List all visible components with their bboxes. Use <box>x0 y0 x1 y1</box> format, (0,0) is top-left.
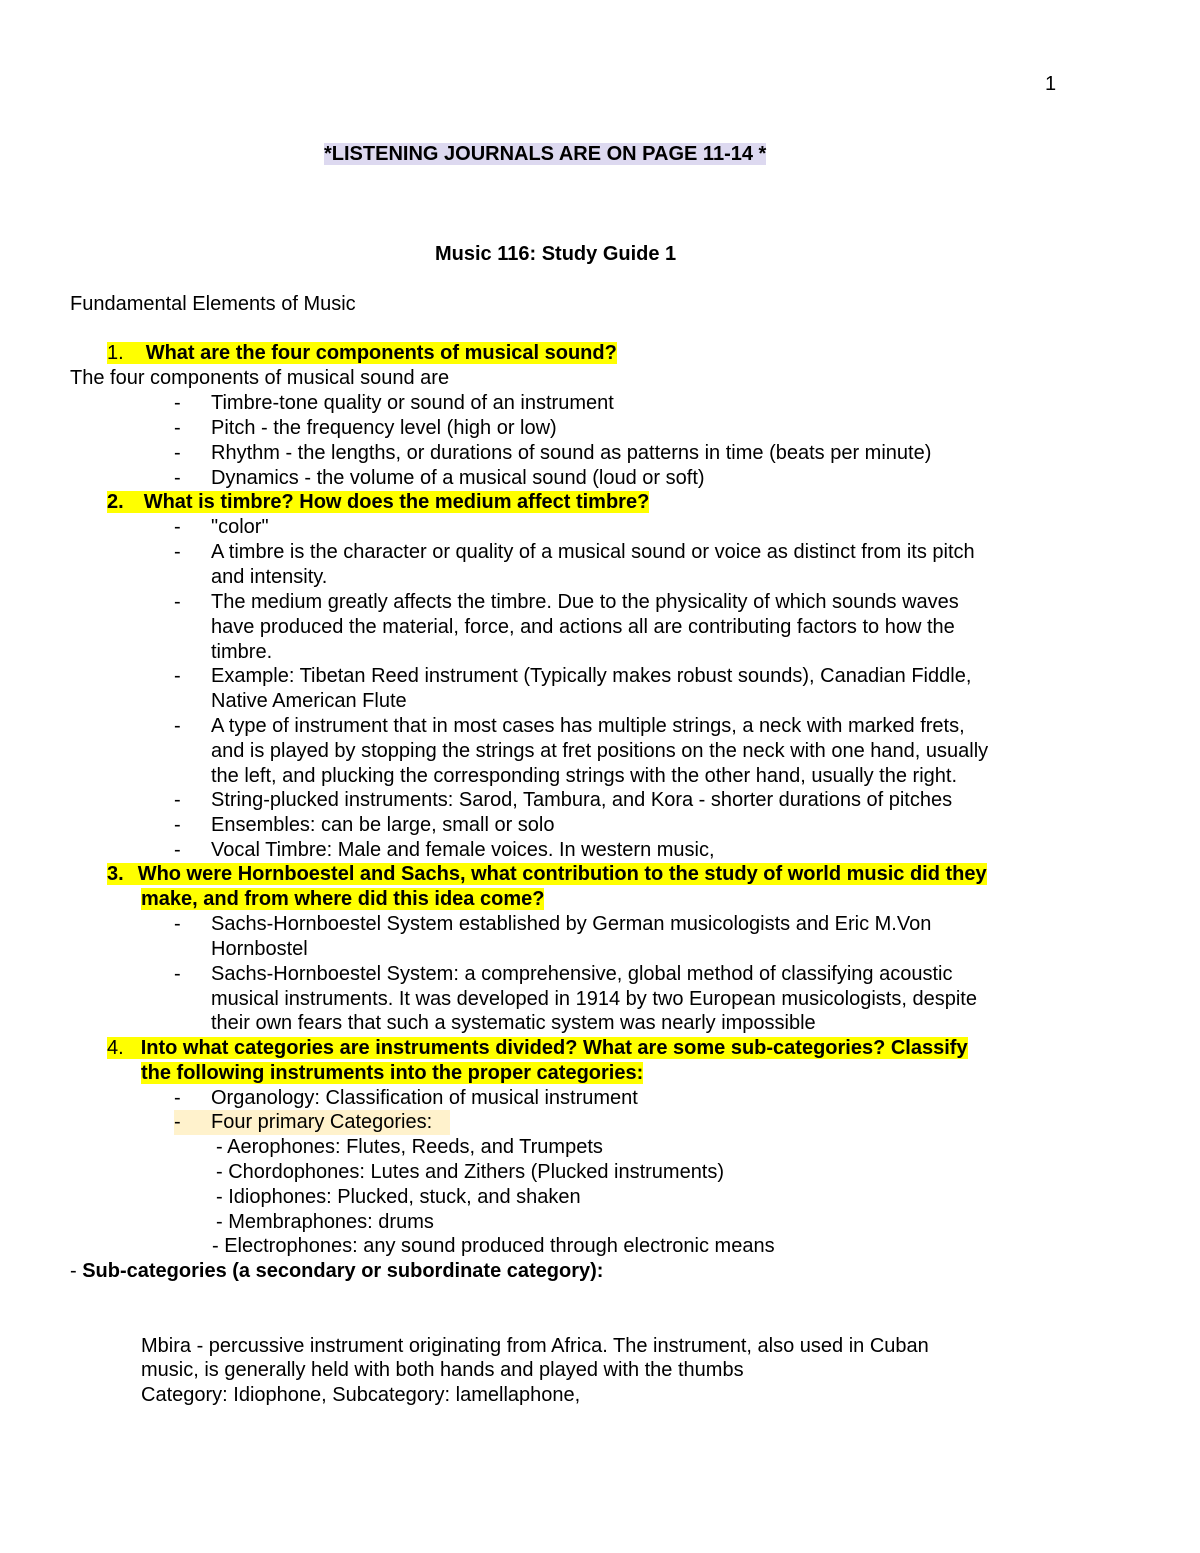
question-text: What are the four components of musical sound? <box>145 342 617 364</box>
list-item-continuation: and intensity. <box>211 566 328 588</box>
list-item: - "color" <box>174 516 269 538</box>
category-item: - Idiophones: Plucked, stuck, and shaken <box>216 1186 581 1208</box>
page-title: Music 116: Study Guide 1 <box>435 243 677 265</box>
question-2 <box>107 490 649 515</box>
list-item: - Vocal Timbre: Male and female voices. In western music, <box>174 839 715 861</box>
list-item-continuation: timbre. <box>211 641 273 663</box>
list-item: - A timbre is the character or quality of a musical sound or voice as distinct from its pitch <box>174 541 975 563</box>
mbira-description: Mbira - percussive instrument originating from Africa. The instrument, also used in Cuban <box>141 1335 929 1357</box>
question-number: 4. <box>107 1037 124 1059</box>
list-item: - The medium greatly affects the timbre. Due to the physicality of which sounds waves <box>174 591 959 613</box>
answer-intro: The four components of musical sound are <box>70 367 450 389</box>
list-item-continuation: Hornbostel <box>211 938 308 960</box>
list-item: - Example: Tibetan Reed instrument (Typically makes robust sounds), Canadian Fiddle, <box>174 665 972 687</box>
list-item-continuation: Native American Flute <box>211 690 407 712</box>
page-number: 1 <box>1045 73 1057 95</box>
list-item-continuation: and is played by stopping the strings at fret positions on the neck with one hand, usually <box>211 740 989 762</box>
category-item: - Membraphones: drums <box>216 1211 434 1233</box>
list-item-continuation: the left, and plucking the corresponding strings with the other hand, usually the right. <box>211 765 958 787</box>
list-item: - Sachs-Hornboestel System established by German musicologists and Eric M.Von <box>174 913 932 935</box>
category-item: - Chordophones: Lutes and Zithers (Plucked instruments) <box>216 1161 725 1183</box>
list-item: - Organology: Classification of musical instrument <box>174 1087 638 1109</box>
list-item: - Pitch - the frequency level (high or low) <box>174 417 557 439</box>
list-item: - String-plucked instruments: Sarod, Tambura, and Kora - shorter durations of pitches <box>174 789 953 811</box>
list-item: - Ensembles: can be large, small or solo <box>174 814 555 836</box>
list-item: - A type of instrument that in most cases has multiple strings, a neck with marked frets, <box>174 715 965 737</box>
question-number: 3. <box>107 863 124 885</box>
question-4 <box>107 1036 968 1061</box>
mbira-description-continuation: music, is generally held with both hands and played with the thumbs <box>141 1359 744 1381</box>
category-item: - Aerophones: Flutes, Reeds, and Trumpets <box>216 1136 603 1158</box>
list-item-highlighted: - Four primary Categories: <box>174 1110 450 1135</box>
list-item-continuation: have produced the material, force, and actions all are contributing factors to how the <box>211 616 955 638</box>
question-1 <box>107 341 617 366</box>
question-number: 2. <box>107 491 124 513</box>
section-heading: Fundamental Elements of Music <box>70 293 356 315</box>
list-item-continuation: their own fears that such a systematic system was nearly impossible <box>211 1012 816 1034</box>
mbira-category: Category: Idiophone, Subcategory: lamellaphone, <box>141 1384 581 1406</box>
list-item: - Dynamics - the volume of a musical sound (loud or soft) <box>174 467 705 489</box>
list-item-continuation: musical instruments. It was developed in 1914 by two European musicologists, despite <box>211 988 977 1010</box>
list-item: - Rhythm - the lengths, or durations of sound as patterns in time (beats per minute) <box>174 442 932 464</box>
question-text: Into what categories are instruments divided? What are some sub-categories? Classify <box>140 1037 968 1059</box>
question-number: 1. <box>107 342 124 364</box>
category-item: - Electrophones: any sound produced through electronic means <box>212 1235 775 1257</box>
subcategories-heading: - Sub-categories (a secondary or subordinate category): <box>70 1260 604 1282</box>
listening-journals-banner: *LISTENING JOURNALS ARE ON PAGE 11-14 * <box>324 143 767 165</box>
question-3-continuation: make, and from where did this idea come? <box>141 888 545 910</box>
question-4-continuation: the following instruments into the proper categories: <box>141 1062 644 1084</box>
question-3 <box>107 862 987 887</box>
question-text: Who were Hornboestel and Sachs, what contribution to the study of world music did they <box>137 863 987 885</box>
list-item: - Timbre-tone quality or sound of an instrument <box>174 392 614 414</box>
list-item: - Sachs-Hornboestel System: a comprehensive, global method of classifying acoustic <box>174 963 953 985</box>
question-text: What is timbre? How does the medium affect timbre? <box>143 491 650 513</box>
